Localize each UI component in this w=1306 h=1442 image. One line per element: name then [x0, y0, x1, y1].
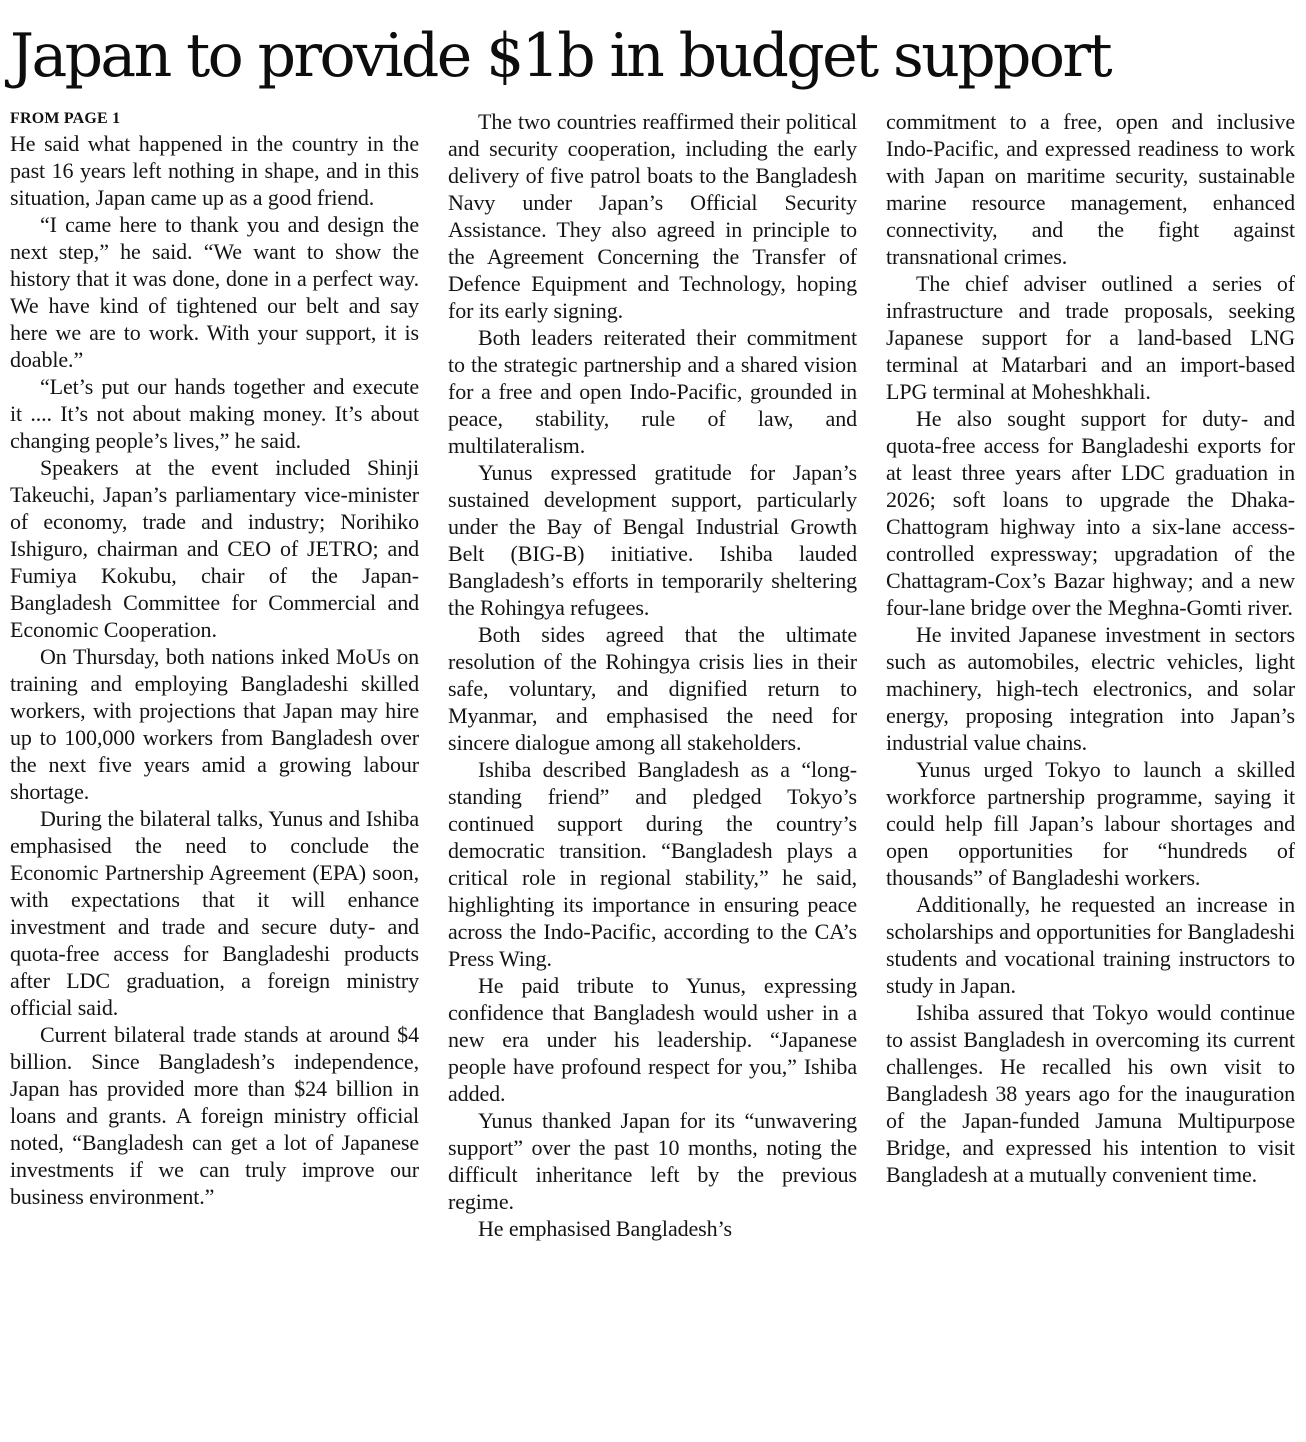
paragraph: Yunus thanked Japan for its “unwavering support” over the past 10 months, noting the difficult inheritance left by the previous regime. [448, 1108, 857, 1214]
headline: Japan to provide $1b in budget support [10, 21, 1110, 91]
paragraph: He also sought support for duty- and quota-free access for Bangladeshi exports for at least three years after LDC graduation in 2026; soft loans to upgrade the Dhaka-Chattogram highway into a six-lane access-controlled expressway; upgradation of the Chattagram-Cox’s Bazar highway; and a new four-lane bridge over the Meghna-Gomti river. [886, 406, 1295, 620]
paragraph: The chief adviser outlined a series of infrastructure and trade proposals, seeking Japanese support for a land-based LNG terminal at Matarbari and an import-based LPG terminal at Moheshkhali. [886, 271, 1295, 404]
paragraph: Yunus expressed gratitude for Japan’s sustained development support, particularly under the Bay of Bengal Industrial Growth Belt (BIG-B) initiative. Ishiba lauded Bangladesh’s efforts in temporarily sheltering the Rohingya refugees. [448, 460, 857, 620]
paragraph: Ishiba described Bangladesh as a “long-standing friend” and pledged Tokyo’s continued support during the country’s democratic transition. “Bangladesh plays a critical role in regional stability,” he said, highlighting its importance in ensuring peace across the Indo-Pacific, according to the CA’s Press Wing. [448, 757, 857, 971]
paragraph: Both sides agreed that the ultimate resolution of the Rohingya crisis lies in their safe, voluntary, and dignified return to Myanmar, and emphasised the need for sincere dialogue among all stakeholders. [448, 622, 857, 755]
article-column-1 [10, 108, 419, 1438]
paragraph: He invited Japanese investment in sectors such as automobiles, electric vehicles, light machinery, high-tech electronics, and solar energy, proposing integration into Japan’s industrial value chains. [886, 622, 1295, 755]
article-column-2 [448, 108, 857, 1438]
paragraph: During the bilateral talks, Yunus and Ishiba emphasised the need to conclude the Economic Partnership Agreement (EPA) soon, with expectations that it will enhance investment and trade and secure duty- and quota-free access for Bangladeshi products after LDC graduation, a foreign ministry official said. [10, 806, 419, 1020]
paragraph: Yunus urged Tokyo to launch a skilled workforce partnership programme, saying it could help fill Japan’s labour shortages and open opportunities for “hundreds of thousands” of Bangladeshi workers. [886, 757, 1295, 890]
paragraph: “I came here to thank you and design the next step,” he said. “We want to show the history that it was done, done in a perfect way. We have kind of tightened our belt and say here we are to work. With your support, it is doable.” [10, 212, 419, 372]
paragraph: “Let’s put our hands together and execute it .... It’s not about making money. It’s about changing people’s lives,” he said. [10, 374, 419, 453]
paragraph: He said what happened in the country in the past 16 years left nothing in shape, and in this situation, Japan came up as a good friend. [10, 131, 419, 210]
paragraph: On Thursday, both nations inked MoUs on training and employing Bangladeshi skilled workers, with projections that Japan may hire up to 100,000 workers from Bangladesh over the next five years amid a growing labour shortage. [10, 644, 419, 804]
paragraph: The two countries reaffirmed their political and security cooperation, including the early delivery of five patrol boats to the Bangladesh Navy under Japan’s Official Security Assistance. They also agreed in principle to the Agreement Concerning the Transfer of Defence Equipment and Technology, hoping for its early signing. [448, 109, 857, 323]
page-jump-kicker: FROM PAGE 1 [10, 110, 121, 127]
paragraph: Additionally, he requested an increase in scholarships and opportunities for Bangladeshi students and vocational training instructors to study in Japan. [886, 892, 1295, 998]
article-column-3 [886, 108, 1295, 1438]
paragraph: He emphasised Bangladesh’s [478, 1216, 733, 1241]
paragraph: Speakers at the event included Shinji Takeuchi, Japan’s parliamentary vice-minister of economy, trade and industry; Norihiko Ishiguro, chairman and CEO of JETRO; and Fumiya Kokubu, chair of the Japan-Bangladesh Committee for Commercial and Economic Cooperation. [10, 455, 419, 642]
paragraph: Ishiba assured that Tokyo would continue to assist Bangladesh in overcoming its current challenges. He recalled his own visit to Bangladesh 38 years ago for the inauguration of the Japan-funded Jamuna Multipurpose Bridge, and expressed his intention to visit Bangladesh at a mutually convenient time. [886, 1000, 1295, 1187]
paragraph: He paid tribute to Yunus, expressing confidence that Bangladesh would usher in a new era under his leadership. “Japanese people have profound respect for you,” Ishiba added. [448, 973, 857, 1106]
paragraph: commitment to a free, open and inclusive Indo-Pacific, and expressed readiness to work with Japan on maritime security, sustainable marine resource management, enhanced connectivity, and the fight against transnational crimes. [886, 109, 1295, 269]
paragraph: Both leaders reiterated their commitment to the strategic partnership and a shared vision for a free and open Indo-Pacific, grounded in peace, stability, rule of law, and multilateralism. [448, 325, 857, 458]
paragraph: Current bilateral trade stands at around $4 billion. Since Bangladesh’s independence, Japan has provided more than $24 billion in loans and grants. A foreign ministry official noted, “Bangladesh can get a lot of Japanese investments if we can truly improve our business environment.” [10, 1022, 419, 1209]
